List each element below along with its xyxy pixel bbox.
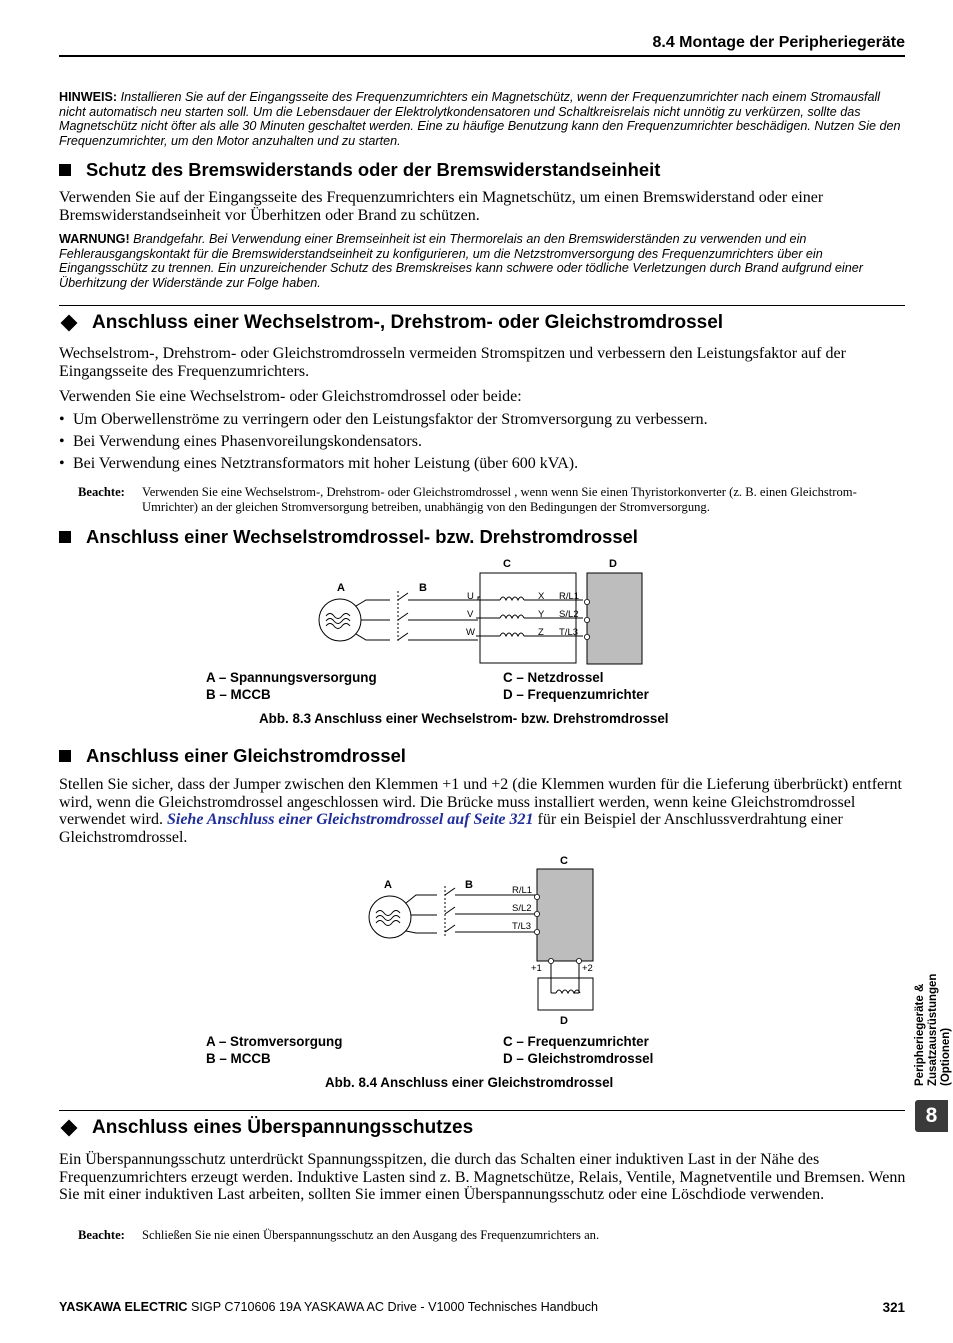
note-text: Schließen Sie nie einen Überspannungsschutz an den Ausgang des Frequenzumrichters an. [142, 1228, 600, 1242]
legend-item: C – Netzdrossel [503, 670, 604, 685]
square-bullet-icon [59, 531, 71, 543]
terminal-label: R/L1 [512, 885, 533, 896]
fig-label-b: B [465, 879, 473, 891]
terminal-label: T/L3 [559, 627, 579, 638]
square-bullet-icon [59, 164, 71, 176]
terminal-label: X [538, 591, 545, 602]
diamond-bullet-icon [61, 1120, 78, 1137]
legend-item: A – Stromversorgung [206, 1034, 343, 1049]
legend-item: B – MCCB [206, 687, 271, 702]
fig-label-c: C [560, 855, 568, 867]
legend-item: D – Gleichstromdrossel [503, 1051, 654, 1066]
note-label: Beachte: [78, 1228, 125, 1242]
terminal-label: T/L3 [512, 921, 532, 932]
header-rule [59, 55, 905, 57]
heading-surge-text: Anschluss eines Überspannungsschutzes [92, 1117, 474, 1138]
footer-text: SIGP C710606 19A YASKAWA AC Drive - V1000 Technisches Handbuch [187, 1300, 598, 1314]
note-text: Verwenden Sie eine Wechselstrom-, Drehstrom- oder Gleichstromdrossel , wenn wenn Sie einen Thyristorkonverter (z. B. einen Gleichstrom-Umrichter) an der gleichen Stromversorgung betreiben, unabhängig von den Bedingungen der Stromversorgung. [142, 485, 857, 514]
legend-item: A – Spannungsversorgung [206, 670, 377, 685]
terminal-label: Z [538, 627, 544, 638]
heading-brake [59, 159, 660, 181]
fig-label-b: B [419, 582, 427, 594]
notice-text: Installieren Sie auf der Eingangsseite des Frequenzumrichters ein Magnetschütz, wenn der Frequenzumrichter nach einem Stromausfall nicht automatisch neu starten soll. Um die Lebensdauer der Elektrolytkondensatoren und Schaltkreisrelais nicht unnötig zu verkürzen, sollte das Magnetschütz nicht öfter als alle 30 Minuten geschaltet werden. Eine zu häufige Benutzung kann den Frequenzumrichter beschädigen. Nutzen Sie den Frequenzumrichter, um den Motor anzuhalten und zu starten. [59, 90, 901, 148]
page-number: 321 [882, 1300, 905, 1315]
list-item: • Bei Verwendung eines Phasenvoreilungskondensators. [59, 433, 422, 450]
dc-body: Stellen Sie sicher, dass der Jumper zwischen den Klemmen +1 und +2 (die Klemmen wurden für die Lieferung überbrückt) entfernt wird, wenn die Gleichstromdrossel angeschlossen wird. Die Brücke muss installiert werden, wenn keine Gleichstromdrossel verwendet wird. Siehe Anschluss einer Gleichstromdrossel auf Seite 321 für ein Beispiel der Anschlussverdrahtung einer Gleichstromdrossel. [59, 776, 902, 846]
notice-block [59, 90, 907, 148]
terminal-label: W [466, 627, 475, 638]
fig-label-a: A [337, 582, 345, 594]
ac-reactor-diagram [300, 553, 660, 671]
figure-caption: Abb. 8.3 Anschluss einer Wechselstrom- bzw. Drehstromdrossel [259, 711, 669, 726]
diamond-bullet-icon [61, 315, 78, 332]
terminal-label: S/L2 [559, 609, 579, 620]
figure-caption: Abb. 8.4 Anschluss einer Gleichstromdrossel [325, 1075, 614, 1090]
reactor-note [78, 485, 908, 515]
heading-dc-reactor-text: Anschluss einer Gleichstromdrossel [86, 745, 406, 766]
drive-box [587, 573, 642, 664]
dc-reactor-diagram [355, 850, 605, 1030]
terminal-label: +1 [531, 963, 542, 974]
fig-label-d: D [560, 1015, 568, 1027]
heading-brake-text: Schutz des Bremswiderstands oder der Bremswiderstandseinheit [86, 159, 661, 180]
notice-label: HINWEIS: [59, 90, 118, 104]
terminal-label: V [467, 609, 474, 620]
warning-text: Brandgefahr. Bei Verwendung einer Bremseinheit ist ein Thermorelais an den Bremswiderständen zu verwenden und ein Fehlerausgangskontakt für die Bremswiderstandseinheit zu konfigurieren, um die Netzstromversorgung des Frequenzumrichters über ein Eingangsschütz zu trennen. Ein unzureichender Schutz des Bremskreises kann schwere oder tödliche Verletzungen durch Brand aufgrund einer Überhitzung der Widerstände zur Folge haben. [59, 232, 863, 290]
fig-label-c: C [503, 558, 511, 570]
reactor-body-1: Wechselstrom-, Drehstrom- oder Gleichstromdrosseln vermeiden Stromspitzen und verbessern den Leistungsfaktor auf der Eingangsseite des Frequenzumrichters. [59, 345, 846, 380]
chapter-number-badge: 8 [915, 1100, 948, 1132]
note-label: Beachte: [78, 485, 125, 499]
heading-dc-reactor [59, 745, 406, 767]
legend-item: B – MCCB [206, 1051, 271, 1066]
section-rule [59, 305, 905, 306]
footer-brand: YASKAWA ELECTRIC [59, 1300, 188, 1314]
power-supply-symbol [319, 599, 361, 641]
list-item: • Bei Verwendung eines Netztransformators mit hoher Leistung (über 600 kVA). [59, 455, 579, 472]
square-bullet-icon [59, 750, 71, 762]
surge-note [78, 1228, 908, 1243]
legend-item: D – Frequenzumrichter [503, 687, 649, 702]
reactor-body-2: Verwenden Sie eine Wechselstrom- oder Gleichstromdrossel oder beide: [59, 388, 522, 405]
fig-label-d: D [609, 558, 617, 570]
heading-reactor [59, 312, 723, 334]
section-header-title: 8.4 Montage der Peripheriegeräte [652, 34, 905, 51]
terminal-label: R/L1 [559, 591, 580, 602]
warning-block [59, 232, 907, 290]
cross-reference-link[interactable]: Siehe Anschluss einer Gleichstromdrossel auf Seite 321 [166, 811, 534, 828]
terminal-label: U [467, 591, 474, 602]
fig-label-a: A [384, 879, 392, 891]
terminal-label: +2 [582, 963, 593, 974]
list-item: • Um Oberwellenströme zu verringern oder den Leistungsfaktor der Stromversorgung zu verbessern. [59, 411, 708, 428]
terminal-label: Y [538, 609, 545, 620]
drive-box [537, 869, 593, 961]
terminal-label: S/L2 [512, 903, 532, 914]
chapter-side-tab [914, 974, 950, 1086]
surge-body: Ein Überspannungsschutz unterdrückt Spannungsspitzen, die durch das Schalten einer induktiven Last in der Nähe des Frequenzumrichters erzeugt werden. Induktive Lasten sind z. B. Magnetschütze, Relais, Ventile, Magnetventile und Bremsen. Wenn Sie mit einer induktiven Last arbeiten, sollten Sie immer einen Überspannungsschutz oder eine Löschdiode verwenden. [59, 1151, 906, 1203]
warning-label: WARNUNG! [59, 232, 130, 246]
side-tab-text: Peripheriegeräte & Zusatzausrüstungen (Optionen) [914, 973, 952, 1086]
section-rule [59, 1110, 905, 1111]
heading-ac-reactor [59, 526, 638, 548]
brake-body: Verwenden Sie auf der Eingangsseite des Frequenzumrichters ein Magnetschütz, um einen Bremswiderstand oder einer Bremswiderstandseinheit vor Überhitzen oder Brand zu schützen. [59, 189, 824, 224]
footer [59, 1300, 598, 1314]
heading-reactor-text: Anschluss einer Wechselstrom-, Drehstrom- oder Gleichstromdrossel [92, 312, 724, 333]
legend-item: C – Frequenzumrichter [503, 1034, 649, 1049]
heading-ac-reactor-text: Anschluss einer Wechselstromdrossel- bzw. Drehstromdrossel [86, 526, 638, 547]
heading-surge [59, 1117, 473, 1139]
